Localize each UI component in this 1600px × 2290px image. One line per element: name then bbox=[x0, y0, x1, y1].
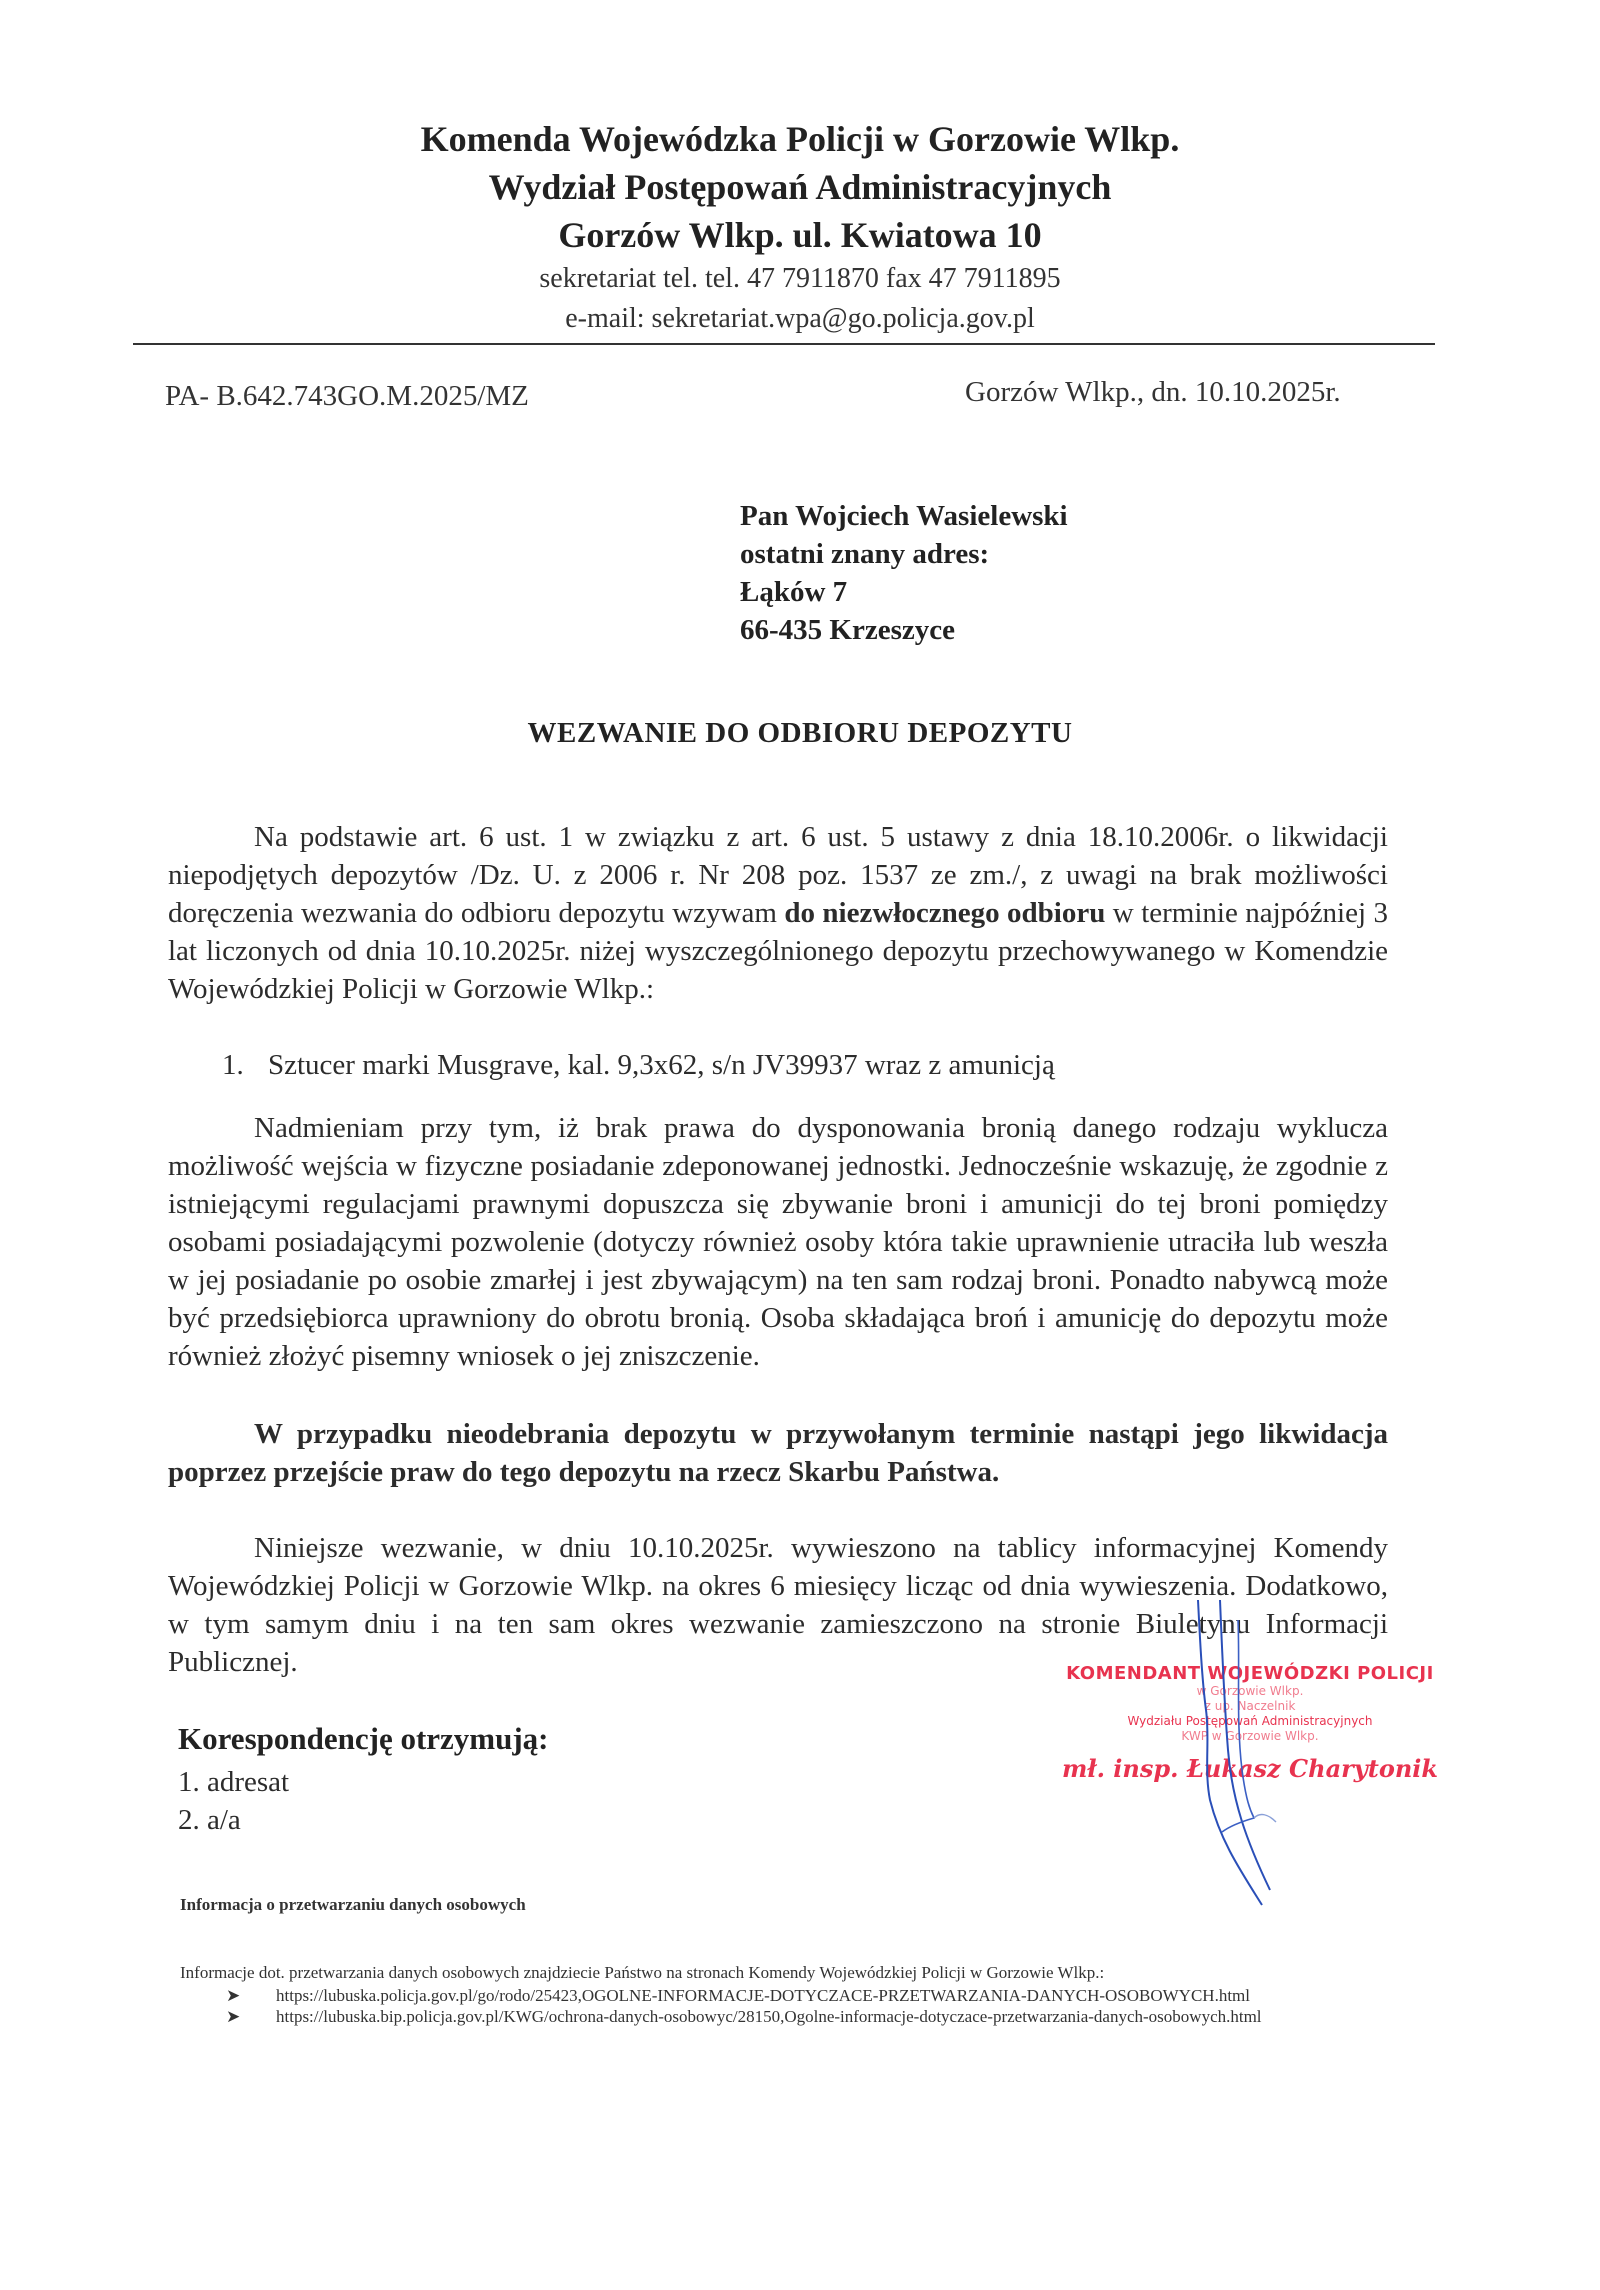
stamp-signatory: mł. insp. Łukasz Charytonik bbox=[1061, 1754, 1439, 1783]
recipient-postal-city: 66-435 Krzeszyce bbox=[740, 614, 955, 646]
rodo-link[interactable]: https://lubuska.policja.gov.pl/go/rodo/25423,OGOLNE-INFORMACJE-DOTYCZACE-PRZETWARZANIA-DANYCH-OSOBOWYCH.html bbox=[276, 1986, 1250, 2005]
recipient-street: Łąków 7 bbox=[740, 576, 848, 608]
paragraph-text: Niniejsze wezwanie, w dniu 10.10.2025r. wywieszono na tablicy informacyjnej Komendy Wojewódzkiej Policji w Gorzowie Wlkp. na okres 6 miesięcy licząc od dnia wywieszenia. Dodatkowo, w tym samym dniu i na ten sam okres wezwanie zamieszczono na stronie Biuletynu Informacji Publicznej. bbox=[168, 1532, 1388, 1678]
data-protection-intro: Informacje dot. przetwarzania danych osobowych znajdziecie Państwo na stronach Komendy Wojewódzkiej Policji w Gorzowie Wlkp.: bbox=[180, 1963, 1105, 1982]
paragraph-text: Na podstawie art. 6 ust. 1 w związku z art. 6 ust. 5 ustawy z dnia 18.10.2006r. o likwidacji niepodjętych depozytów /Dz. U. z 2006 r. Nr 208 poz. 1537 ze zm./, z uwagi na brak możliwości doręczenia wezwania do odbioru depozytu wzywam bbox=[168, 821, 1388, 929]
data-protection-heading: Informacja o przetwarzaniu danych osobowych bbox=[180, 1895, 526, 1914]
stamp-city: w Gorzowie Wlkp. bbox=[1196, 1684, 1304, 1698]
paragraph-text: Nadmieniam przy tym, iż brak prawa do dysponowania bronią danego rodzaju wyklucza możliwość wejścia w fizyczne posiadanie zdeponowanej jednostki. Jednocześnie wskazuję, że zgodnie z istniejącymi regulacjami prawnymi dopuszcza się zbywanie broni i amunicji do tej broni pomiędzy osobami posiadającymi pozwolenie (dotyczy również osoby która takie uprawnienie utraciła lub weszła w jej posiadanie po osobie zmarłej i jest zbywającym) na ten sam rodzaj broni. Ponadto nabywcą może być przedsiębiorca uprawniony do obrotu bronią. Osoba składająca broń i amunicję do depozytu może również złożyć pisemny wniosek o jej zniszczenie. bbox=[168, 1112, 1388, 1372]
document-title: WEZWANIE DO ODBIORU DEPOZYTU bbox=[527, 717, 1073, 749]
paragraph-publication bbox=[168, 1529, 1388, 1681]
stamp-unit: KWP w Gorzowie Wlkp. bbox=[1181, 1729, 1319, 1743]
place-and-date: Gorzów Wlkp., dn. 10.10.2025r. bbox=[965, 376, 1341, 408]
stamp-department: Wydziału Postępowań Administracyjnych bbox=[1127, 1714, 1373, 1728]
list-item bbox=[180, 2006, 1380, 2027]
stamp-title: KOMENDANT WOJEWÓDZKI POLICJI bbox=[1066, 1663, 1434, 1684]
list-item bbox=[180, 1985, 1380, 2006]
paragraph-notice bbox=[168, 1109, 1388, 1375]
item-description: Sztucer marki Musgrave, kal. 9,3x62, s/n JV39937 wraz z amunicją bbox=[268, 1049, 1055, 1081]
address-label: ostatni znany adres: bbox=[740, 538, 990, 570]
arrowhead-bullet-icon: ➤ bbox=[226, 1986, 241, 2005]
stamp-authorization: z up. Naczelnik bbox=[1204, 1699, 1296, 1713]
paragraph-liquidation-warning bbox=[168, 1415, 1388, 1491]
correspondence-recipient: 1. adresat bbox=[178, 1766, 290, 1798]
header-divider bbox=[133, 343, 1435, 345]
paragraph-text: w terminie najpóźniej 3 lat liczonych od dnia 10.10.2025r. niżej wyszczególnionego depozytu przechowywanego w Komendzie Wojewódzkiej Policji w Gorzowie Wlkp.: bbox=[168, 897, 1388, 1005]
arrowhead-bullet-icon: ➤ bbox=[226, 2007, 241, 2026]
phone-fax-line: sekretariat tel. tel. 47 7911870 fax 47 7911895 bbox=[539, 263, 1061, 294]
department-name: Wydział Postępowań Administracyjnych bbox=[488, 167, 1112, 207]
official-stamp bbox=[1050, 1663, 1450, 1783]
correspondence-recipient: 2. a/a bbox=[178, 1804, 241, 1836]
recipient-name: Pan Wojciech Wasielewski bbox=[740, 500, 1068, 532]
paragraph-emphasis: do niezwłocznego odbioru bbox=[784, 897, 1106, 929]
data-protection-links bbox=[180, 1985, 1380, 2027]
email-line: e-mail: sekretariat.wpa@go.policja.gov.pl bbox=[565, 303, 1035, 334]
case-reference: PA- B.642.743GO.M.2025/MZ bbox=[165, 380, 529, 412]
paragraph-text: W przypadku nieodebrania depozytu w przywołanym terminie nastąpi jego likwidacja poprzez przejście praw do tego depozytu na rzecz Skarbu Państwa. bbox=[168, 1418, 1388, 1488]
letterhead bbox=[0, 115, 1600, 339]
data-protection-section bbox=[180, 1962, 1380, 2027]
recipient-block bbox=[740, 497, 1068, 649]
item-number: 1. bbox=[222, 1049, 244, 1081]
org-name: Komenda Wojewódzka Policji w Gorzowie Wlkp. bbox=[420, 119, 1180, 159]
deposit-item bbox=[222, 1049, 1055, 1082]
org-address: Gorzów Wlkp. ul. Kwiatowa 10 bbox=[558, 215, 1042, 255]
rodo-link[interactable]: https://lubuska.bip.policja.gov.pl/KWG/ochrona-danych-osobowyc/28150,Ogolne-informacje-dotyczace-przetwarzania-danych-osobowych.html bbox=[276, 2007, 1262, 2026]
correspondence-list bbox=[178, 1763, 289, 1839]
paragraph-legal-basis bbox=[168, 818, 1388, 1008]
correspondence-heading: Korespondencję otrzymują: bbox=[178, 1721, 549, 1756]
